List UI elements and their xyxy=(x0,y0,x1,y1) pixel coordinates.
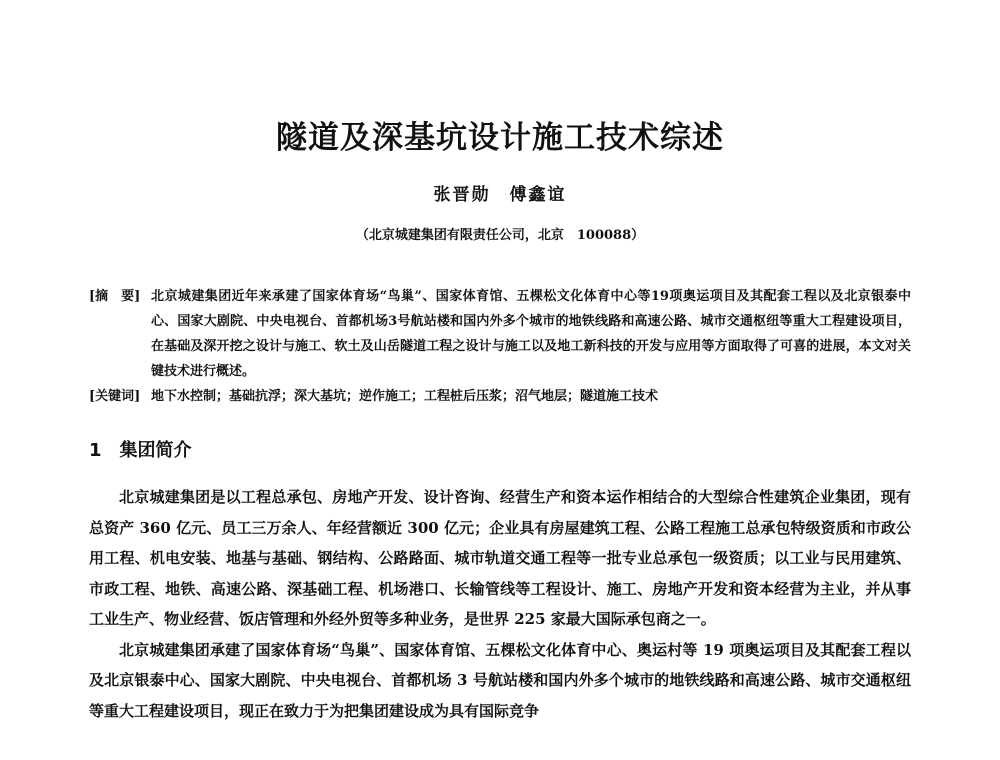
keywords-row xyxy=(89,384,911,409)
abstract-label: [摘 要] xyxy=(89,289,141,304)
body-paragraph: 北京城建集团是以工程总承包、房地产开发、设计咨询、经营生产和资本运作相结合的大型综合性建筑企业集团，现有总资产 360 亿元、员工三万余人、年经营额近 300 亿元；企业具有房屋建筑工程、公路工程施工总承包特级资质和市政公用工程、机电安装、地基与基础、钢结构、公路路面、城市轨道交通工程等一批专业总承包一级资质；以工业与民用建筑、市政工程、地铁、高速公路、深基础工程、机场港口、长输管线等工程设计、施工、房地产开发和资本经营为主业，并从事工业生产、物业经营、饭店管理和外经外贸等多种业务，是世界 225 家最大国际承包商之一。 xyxy=(89,488,911,628)
section-heading: 1 集团简介 xyxy=(89,440,192,461)
abstract-block xyxy=(89,284,911,409)
keywords-label: [关键词] xyxy=(89,389,141,404)
author-list: 张晋勋 傅鑫谊 xyxy=(433,185,567,205)
abstract-text: 北京城建集团近年来承建了国家体育场“鸟巢”、国家体育馆、五棵松文化体育中心等19项奥运项目及其配套工程以及北京银泰中心、国家大剧院、中央电视台、首都机场3号航站楼和国内外多个城市的地铁线路和高速公路、城市交通枢纽等重大工程建设项目，在基础及深开挖之设计与施工、软土及山岳隧道工程之设计与施工以及地工新科技的开发与应用等方面取得了可喜的进展，本文对关键技术进行概述。 xyxy=(151,289,911,379)
author-affiliation: （北京城建集团有限责任公司，北京 100088） xyxy=(355,228,645,243)
abstract-row xyxy=(89,284,911,384)
keywords-text: 地下水控制；基础抗浮；深大基坑；逆作施工；工程桩后压浆；沼气地层；隧道施工技术 xyxy=(151,389,659,404)
section-body xyxy=(89,482,911,726)
body-paragraph: 北京城建集团承建了国家体育场“鸟巢”、国家体育馆、五棵松文化体育中心、奥运村等 19 项奥运项目及其配套工程以及北京银泰中心、国家大剧院、中央电视台、首都机场 3 号航站楼和国内外多个城市的地铁线路和高速公路、城市交通枢纽等重大工程建设项目，现正在致力于为把集团建设成为具有国际竞争 xyxy=(89,640,911,720)
paper-title: 隧道及深基坑设计施工技术综述 xyxy=(276,120,724,156)
